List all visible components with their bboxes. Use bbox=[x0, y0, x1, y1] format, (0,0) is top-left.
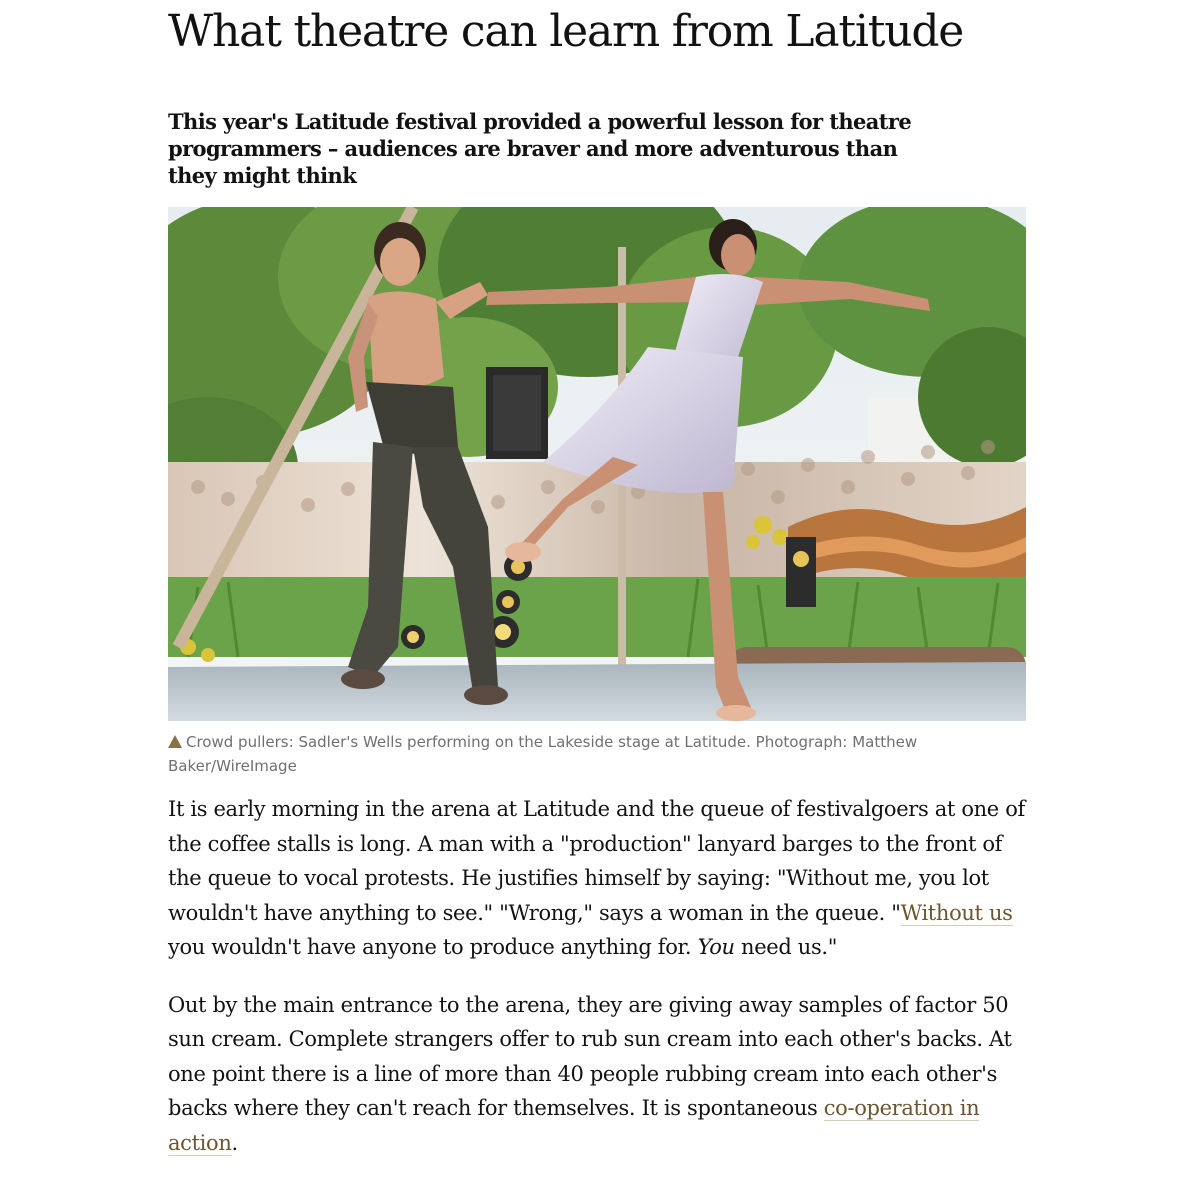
triangle-up-icon bbox=[168, 735, 182, 748]
paragraph-1-text-b: you wouldn't have anyone to produce anything for. bbox=[168, 935, 698, 959]
paragraph-2-text-b: . bbox=[231, 1130, 238, 1155]
co-operation-link[interactable]: co-operation in action bbox=[168, 1096, 980, 1155]
paragraph-1-text-a: It is early morning in the arena at Latitude and the queue of festivalgoers at one of the coffee stalls is long. A man with a "production" lanyard barges to the front of the queue to vocal protests. He justifies himself by saying: "Without me, you lot wouldn't have anything to see." "Wrong," says a woman in the queue. " bbox=[168, 797, 1025, 925]
article-figure bbox=[168, 207, 1028, 778]
paragraph-1-emphasis: You bbox=[697, 935, 735, 959]
photo-caption bbox=[168, 730, 928, 778]
article bbox=[168, 0, 1028, 1183]
paragraph-2-text-a: Out by the main entrance to the arena, they are giving away samples of factor 50 sun cream. Complete strangers offer to rub sun cream into each other's backs. At one point there is a line of more than 40 people rubbing cream into each other's backs where they can't reach for themselves. It is spontaneous bbox=[168, 992, 1012, 1120]
caption-text: Crowd pullers: Sadler's Wells performing on the Lakeside stage at Latitude. Photograph: Matthew Baker/WireImage bbox=[168, 733, 918, 775]
paragraph-2 bbox=[168, 988, 1028, 1161]
paragraph-1-text-c: need us." bbox=[734, 935, 838, 959]
article-body bbox=[168, 792, 1028, 1160]
without-us-link[interactable]: Without us bbox=[900, 900, 1013, 925]
dance-photo bbox=[168, 207, 1026, 721]
paragraph-1 bbox=[168, 792, 1028, 965]
headline: What theatre can learn from Latitude bbox=[168, 6, 964, 57]
standfirst: This year's Latitude festival provided a powerful lesson for theatre programmers – audiences are braver and more adventurous than they might think bbox=[168, 109, 912, 188]
